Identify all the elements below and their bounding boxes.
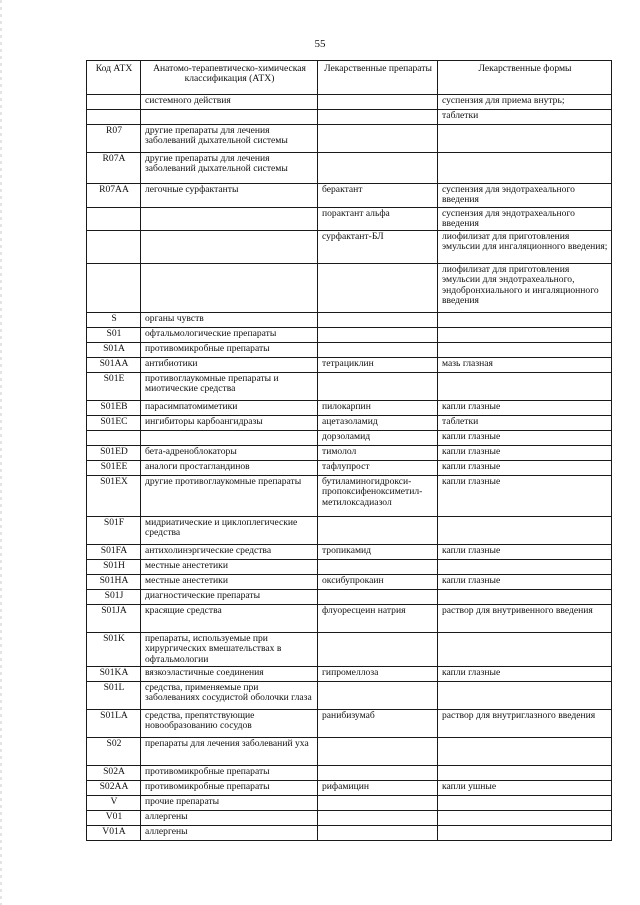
dosage-form-cell — [438, 373, 612, 401]
classification-cell — [141, 431, 318, 446]
table-row — [87, 737, 612, 765]
drug-cell — [318, 590, 438, 605]
dosage-form-cell — [438, 343, 612, 358]
drug-cell: сурфактант-БЛ — [318, 231, 438, 264]
drug-cell — [318, 737, 438, 765]
drug-cell — [318, 313, 438, 328]
table-row — [87, 825, 612, 840]
table-header-row — [87, 61, 612, 95]
dosage-form-cell: таблетки — [438, 416, 612, 431]
dosage-form-cell: капли глазные — [438, 476, 612, 517]
classification-cell: парасимпатомиметики — [141, 401, 318, 416]
dosage-form-cell: раствор для внутривенного введения — [438, 605, 612, 633]
atc-code-cell: S01E — [87, 373, 141, 401]
dosage-form-cell — [438, 810, 612, 825]
table-row — [87, 125, 612, 153]
table-row — [87, 358, 612, 373]
classification-cell: вязкоэластичные соединения — [141, 666, 318, 681]
drug-cell — [318, 153, 438, 184]
drug-cell — [318, 795, 438, 810]
dosage-form-cell — [438, 313, 612, 328]
table-row — [87, 517, 612, 545]
atc-code-cell: V01 — [87, 810, 141, 825]
drug-cell — [318, 373, 438, 401]
scan-edge — [0, 0, 2, 905]
atc-code-cell: S — [87, 313, 141, 328]
dosage-form-cell — [438, 517, 612, 545]
dosage-form-cell — [438, 153, 612, 184]
table-row — [87, 110, 612, 125]
drug-cell: флуоресцеин натрия — [318, 605, 438, 633]
classification-cell: противомикробные препараты — [141, 780, 318, 795]
table-row — [87, 264, 612, 313]
classification-cell: другие препараты для лечения заболеваний дыхательной системы — [141, 125, 318, 153]
drug-cell — [318, 681, 438, 709]
classification-cell: органы чувств — [141, 313, 318, 328]
classification-cell: местные анестетики — [141, 575, 318, 590]
table-row — [87, 765, 612, 780]
classification-cell: ингибиторы карбоангидразы — [141, 416, 318, 431]
atc-code-cell — [87, 431, 141, 446]
drug-cell: тетрациклин — [318, 358, 438, 373]
atc-code-cell: S01EX — [87, 476, 141, 517]
atc-code-cell: S01F — [87, 517, 141, 545]
dosage-form-cell: суспензия для эндотрахеального введения — [438, 184, 612, 208]
atc-code-cell: S02AA — [87, 780, 141, 795]
classification-cell: системного действия — [141, 95, 318, 110]
table-row — [87, 431, 612, 446]
dosage-form-cell: лиофилизат для приготовления эмульсии для эндотрахеального, эндобронхиального и ингаляционного введения — [438, 264, 612, 313]
table-row — [87, 461, 612, 476]
table-row — [87, 780, 612, 795]
classification-cell: препараты, используемые при хирургических вмешательствах в офтальмологии — [141, 633, 318, 667]
classification-cell: противоглаукомные препараты и миотические средства — [141, 373, 318, 401]
dosage-form-cell: капли ушные — [438, 780, 612, 795]
dosage-form-cell: лиофилизат для приготовления эмульсии для ингаляционного введения; — [438, 231, 612, 264]
table-row — [87, 373, 612, 401]
atc-code-cell: S01K — [87, 633, 141, 667]
atc-code-cell: S01L — [87, 681, 141, 709]
table-row — [87, 153, 612, 184]
dosage-form-cell — [438, 825, 612, 840]
classification-cell — [141, 264, 318, 313]
atc-code-cell: S01AA — [87, 358, 141, 373]
classification-cell: офтальмологические препараты — [141, 328, 318, 343]
drug-cell: рифамицин — [318, 780, 438, 795]
header-dosage-forms: Лекарственные формы — [438, 61, 612, 95]
dosage-form-cell: капли глазные — [438, 431, 612, 446]
drug-cell — [318, 328, 438, 343]
atc-code-cell: S01J — [87, 590, 141, 605]
table-row — [87, 590, 612, 605]
dosage-form-cell: капли глазные — [438, 461, 612, 476]
table-row — [87, 184, 612, 208]
atc-code-cell: R07 — [87, 125, 141, 153]
drug-cell — [318, 765, 438, 780]
atc-code-cell: S01JA — [87, 605, 141, 633]
table-body — [87, 95, 612, 841]
classification-cell — [141, 110, 318, 125]
table-row — [87, 401, 612, 416]
atc-code-cell: S01LA — [87, 709, 141, 737]
drug-cell — [318, 560, 438, 575]
classification-cell: бета-адреноблокаторы — [141, 446, 318, 461]
header-atc-code: Код АТХ — [87, 61, 141, 95]
classification-cell: антихолинэргические средства — [141, 545, 318, 560]
drug-cell: оксибупрокаин — [318, 575, 438, 590]
atc-code-cell: S02 — [87, 737, 141, 765]
dosage-form-cell — [438, 633, 612, 667]
atc-code-cell — [87, 207, 141, 231]
classification-cell: другие противоглаукомные препараты — [141, 476, 318, 517]
table-row — [87, 575, 612, 590]
table-row — [87, 666, 612, 681]
drug-cell — [318, 264, 438, 313]
dosage-form-cell — [438, 328, 612, 343]
atc-code-cell: S02A — [87, 765, 141, 780]
table-row — [87, 328, 612, 343]
atc-code-cell: S01A — [87, 343, 141, 358]
drug-cell — [318, 825, 438, 840]
dosage-form-cell: капли глазные — [438, 446, 612, 461]
atc-code-cell: S01FA — [87, 545, 141, 560]
table-row — [87, 476, 612, 517]
classification-cell: местные анестетики — [141, 560, 318, 575]
drug-cell — [318, 633, 438, 667]
drug-cell: тафлупрост — [318, 461, 438, 476]
classification-cell — [141, 207, 318, 231]
table-row — [87, 446, 612, 461]
drug-cell: гипромеллоза — [318, 666, 438, 681]
table-row — [87, 810, 612, 825]
atc-code-cell: S01 — [87, 328, 141, 343]
drug-cell — [318, 125, 438, 153]
drug-cell: тропикамид — [318, 545, 438, 560]
dosage-form-cell: капли глазные — [438, 575, 612, 590]
classification-cell: диагностические препараты — [141, 590, 318, 605]
table-row — [87, 231, 612, 264]
drug-cell: берактант — [318, 184, 438, 208]
atc-code-cell: S01KA — [87, 666, 141, 681]
table-row — [87, 343, 612, 358]
atc-code-cell: S01ED — [87, 446, 141, 461]
atc-code-cell: V — [87, 795, 141, 810]
drug-cell: ацетазоламид — [318, 416, 438, 431]
atc-code-cell — [87, 264, 141, 313]
classification-cell: мидриатические и циклоплегические средства — [141, 517, 318, 545]
drug-cell — [318, 810, 438, 825]
atc-code-cell: S01HA — [87, 575, 141, 590]
page-number: 55 — [314, 38, 326, 50]
table-row — [87, 207, 612, 231]
table-row — [87, 709, 612, 737]
table-row — [87, 795, 612, 810]
atc-table — [86, 60, 612, 841]
drug-cell: тимолол — [318, 446, 438, 461]
classification-cell: антибиотики — [141, 358, 318, 373]
classification-cell: противомикробные препараты — [141, 765, 318, 780]
table-row — [87, 416, 612, 431]
drug-cell — [318, 517, 438, 545]
table-row — [87, 633, 612, 667]
table-row — [87, 605, 612, 633]
table-row — [87, 313, 612, 328]
drug-cell — [318, 343, 438, 358]
atc-code-cell: S01EC — [87, 416, 141, 431]
atc-code-cell: S01EB — [87, 401, 141, 416]
header-atc-classification: Анатомо-терапевтическо-химическая классификация (АТХ) — [141, 61, 318, 95]
dosage-form-cell — [438, 765, 612, 780]
atc-code-cell: R07A — [87, 153, 141, 184]
drug-cell — [318, 110, 438, 125]
atc-code-cell — [87, 110, 141, 125]
atc-code-cell: S01H — [87, 560, 141, 575]
dosage-form-cell: капли глазные — [438, 545, 612, 560]
drug-cell: дорзоламид — [318, 431, 438, 446]
table-row — [87, 95, 612, 110]
drug-cell: порактант альфа — [318, 207, 438, 231]
classification-cell: аналоги простагландинов — [141, 461, 318, 476]
dosage-form-cell: капли глазные — [438, 666, 612, 681]
classification-cell: средства, препятствующие новообразованию сосудов — [141, 709, 318, 737]
dosage-form-cell: капли глазные — [438, 401, 612, 416]
classification-cell: другие препараты для лечения заболеваний дыхательной системы — [141, 153, 318, 184]
table-row — [87, 681, 612, 709]
classification-cell: красящие средства — [141, 605, 318, 633]
dosage-form-cell — [438, 125, 612, 153]
classification-cell: аллергены — [141, 810, 318, 825]
dosage-form-cell: мазь глазная — [438, 358, 612, 373]
dosage-form-cell — [438, 590, 612, 605]
dosage-form-cell — [438, 795, 612, 810]
dosage-form-cell: суспензия для эндотрахеального введения — [438, 207, 612, 231]
dosage-form-cell — [438, 737, 612, 765]
table-row — [87, 560, 612, 575]
atc-code-cell: V01A — [87, 825, 141, 840]
dosage-form-cell — [438, 681, 612, 709]
classification-cell — [141, 231, 318, 264]
classification-cell: средства, применяемые при заболеваниях сосудистой оболочки глаза — [141, 681, 318, 709]
atc-code-cell — [87, 95, 141, 110]
drug-cell: пилокарпин — [318, 401, 438, 416]
drug-cell: ранибизумаб — [318, 709, 438, 737]
dosage-form-cell: таблетки — [438, 110, 612, 125]
classification-cell: препараты для лечения заболеваний уха — [141, 737, 318, 765]
classification-cell: аллергены — [141, 825, 318, 840]
dosage-form-cell: суспензия для приема внутрь; — [438, 95, 612, 110]
table-row — [87, 545, 612, 560]
atc-code-cell: R07AA — [87, 184, 141, 208]
header-drugs: Лекарственные препараты — [318, 61, 438, 95]
atc-code-cell: S01EE — [87, 461, 141, 476]
drug-cell — [318, 95, 438, 110]
classification-cell: прочие препараты — [141, 795, 318, 810]
classification-cell: легочные сурфактанты — [141, 184, 318, 208]
dosage-form-cell — [438, 560, 612, 575]
atc-code-cell — [87, 231, 141, 264]
classification-cell: противомикробные препараты — [141, 343, 318, 358]
drug-cell: бутиламиногидрокси-пропоксифеноксиметил-метилоксадиазол — [318, 476, 438, 517]
dosage-form-cell: раствор для внутриглазного введения — [438, 709, 612, 737]
